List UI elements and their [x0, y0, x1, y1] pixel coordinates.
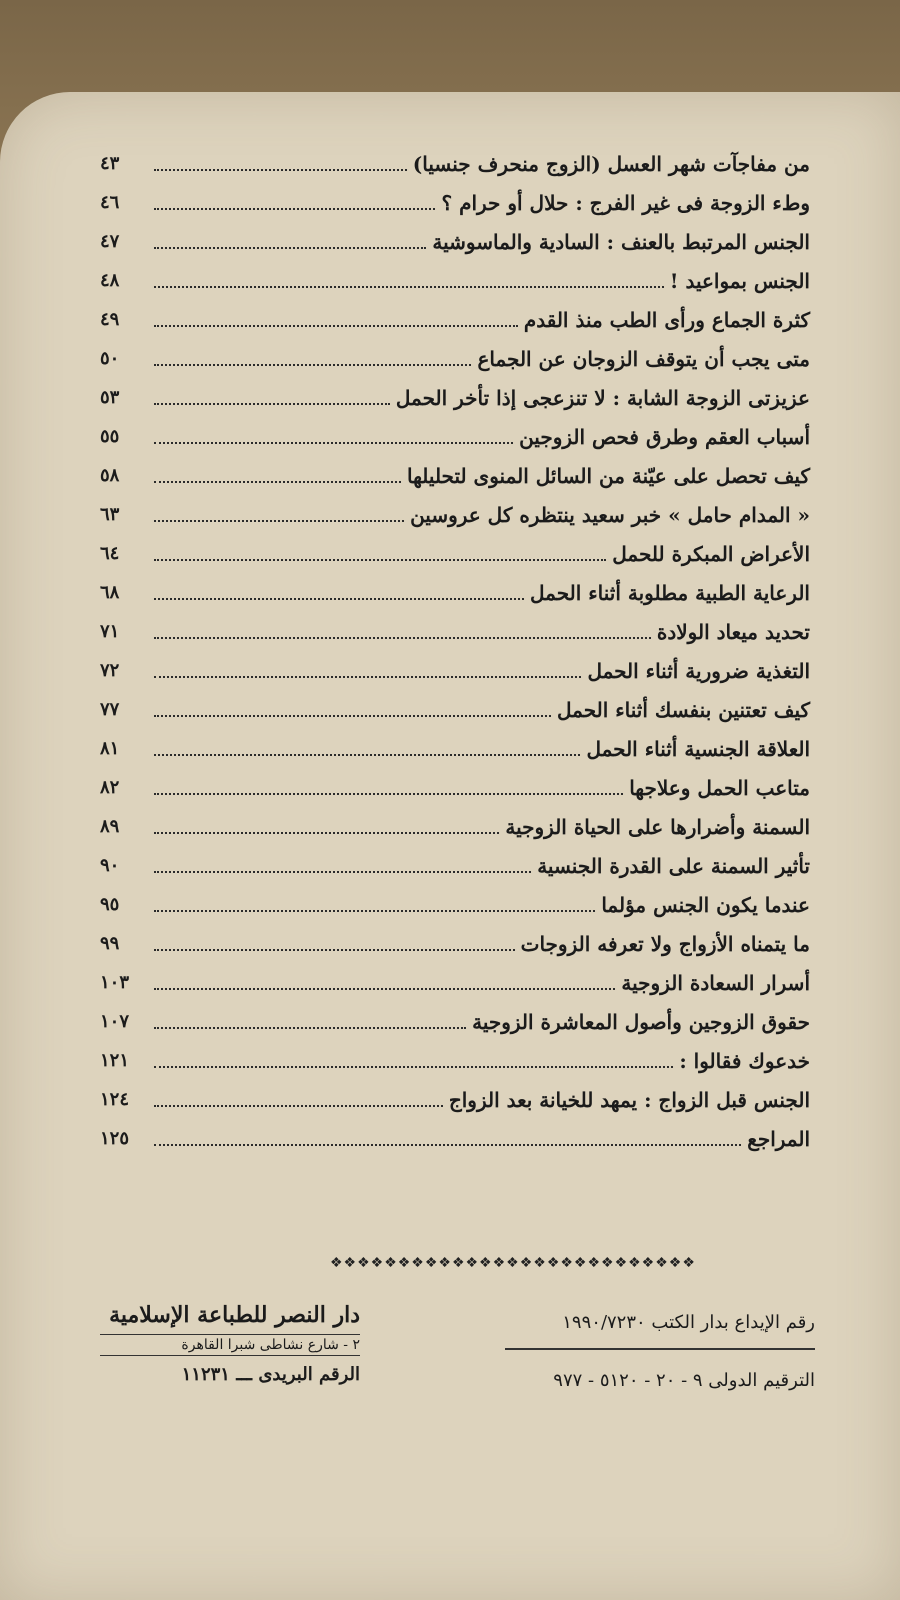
- dot-leader: [154, 1026, 466, 1029]
- toc-entry-page: ٩٠: [100, 855, 120, 876]
- dot-leader: [154, 948, 515, 951]
- dot-leader: [154, 441, 513, 444]
- dot-leader: [154, 987, 615, 990]
- toc-entry-title: متى يجب أن يتوقف الزوجان عن الجماع: [477, 347, 810, 371]
- dot-leader: [154, 675, 581, 678]
- toc-entry: [100, 491, 810, 530]
- toc-entry: [100, 1076, 810, 1115]
- dot-leader: [154, 1104, 443, 1107]
- toc-entry: [100, 725, 810, 764]
- dot-leader: [154, 480, 401, 483]
- dot-leader: [154, 870, 531, 873]
- table-of-contents: [100, 140, 810, 1154]
- toc-entry-title: « المدام حامل » خبر سعيد ينتظره كل عروسين: [410, 503, 810, 527]
- toc-entry-title: كثرة الجماع ورأى الطب منذ القدم: [523, 308, 810, 332]
- toc-entry-page: ٦٤: [100, 543, 120, 564]
- toc-entry-page: ٧٧: [100, 699, 120, 720]
- dot-leader: [154, 285, 664, 288]
- dot-leader: [154, 519, 404, 522]
- toc-entry: [100, 881, 810, 920]
- toc-entry: [100, 1037, 810, 1076]
- dot-leader: [154, 246, 426, 249]
- dot-leader: [154, 792, 623, 795]
- dot-leader: [154, 324, 518, 327]
- toc-entry: [100, 569, 810, 608]
- toc-entry-page: ٩٩: [100, 933, 120, 954]
- toc-entry-title: أسباب العقم وطرق فحص الزوجين: [519, 425, 810, 449]
- toc-entry: [100, 686, 810, 725]
- toc-entry-page: ١٢١: [100, 1050, 130, 1071]
- toc-entry-page: ٨٢: [100, 777, 120, 798]
- toc-entry: [100, 959, 810, 998]
- toc-entry-title: حقوق الزوجين وأصول المعاشرة الزوجية: [472, 1010, 810, 1034]
- toc-entry: [100, 218, 810, 257]
- toc-entry-title: خدعوك فقالوا :: [679, 1049, 810, 1073]
- dot-leader: [154, 402, 390, 405]
- toc-entry: [100, 608, 810, 647]
- toc-entry-page: ٦٨: [100, 582, 120, 603]
- toc-entry-page: ٧٢: [100, 660, 120, 681]
- toc-entry: [100, 335, 810, 374]
- toc-entry-title: الأعراض المبكرة للحمل: [612, 542, 810, 566]
- toc-entry-page: ٥٥: [100, 426, 120, 447]
- toc-entry: [100, 764, 810, 803]
- toc-entry-title: السمنة وأضرارها على الحياة الزوجية: [505, 815, 810, 839]
- toc-entry-title: كيف تحصل على عيّنة من السائل المنوى لتحليلها: [406, 464, 810, 488]
- toc-entry-page: ٤٦: [100, 192, 120, 213]
- toc-entry-title: عزيزتى الزوجة الشابة : لا تنزعجى إذا تأخر الحمل: [395, 386, 810, 410]
- toc-entry: [100, 530, 810, 569]
- dot-leader: [154, 597, 524, 600]
- dot-leader: [154, 636, 651, 639]
- toc-entry-title: المراجع: [747, 1127, 810, 1151]
- publisher-name: دار النصر للطباعة الإسلامية: [109, 1302, 360, 1328]
- dot-leader: [154, 168, 407, 171]
- toc-entry: [100, 374, 810, 413]
- toc-entry-page: ٤٨: [100, 270, 120, 291]
- toc-entry-title: الرعاية الطبية مطلوبة أثناء الحمل: [530, 581, 810, 605]
- toc-entry-title: ما يتمناه الأزواج ولا تعرفه الزوجات: [520, 932, 810, 956]
- toc-entry-title: تأثير السمنة على القدرة الجنسية: [537, 854, 810, 878]
- toc-entry: [100, 1115, 810, 1154]
- toc-entry-title: عندما يكون الجنس مؤلما: [601, 893, 810, 917]
- dot-leader: [154, 831, 499, 834]
- toc-entry: [100, 920, 810, 959]
- toc-entry-page: ٧١: [100, 621, 120, 642]
- toc-entry-page: ٤٧: [100, 231, 120, 252]
- toc-entry-title: العلاقة الجنسية أثناء الحمل: [586, 737, 810, 761]
- dot-leader: [154, 1065, 673, 1068]
- toc-entry: [100, 647, 810, 686]
- toc-entry-page: ٥٣: [100, 387, 120, 408]
- isbn-number: الترقيم الدولى ٩ - ٢٠ - ٥١٢٠ - ٩٧٧: [553, 1370, 815, 1391]
- toc-entry-title: الجنس المرتبط بالعنف : السادية والماسوشية: [432, 230, 810, 254]
- toc-entry-page: ٤٩: [100, 309, 120, 330]
- ornament-separator: ❖❖❖❖❖❖❖❖❖❖❖❖❖❖❖❖❖❖❖❖❖❖❖❖❖❖❖: [330, 1255, 696, 1271]
- toc-entry: [100, 803, 810, 842]
- dot-leader: [154, 207, 435, 210]
- toc-entry: [100, 842, 810, 881]
- toc-entry-title: التغذية ضرورية أثناء الحمل: [587, 659, 810, 683]
- toc-entry: [100, 413, 810, 452]
- dot-leader: [154, 1143, 741, 1146]
- toc-entry-page: ٤٣: [100, 153, 120, 174]
- toc-entry-title: كيف تعتنين بنفسك أثناء الحمل: [557, 698, 810, 722]
- dot-leader: [154, 558, 606, 561]
- toc-entry-title: متاعب الحمل وعلاجها: [629, 776, 810, 800]
- toc-entry-page: ٨١: [100, 738, 120, 759]
- toc-entry-page: ٦٣: [100, 504, 120, 525]
- dot-leader: [154, 909, 595, 912]
- toc-entry-page: ٥٠: [100, 348, 120, 369]
- publisher-address: ٢ - شارع نشاطى شبرا القاهرة: [100, 1334, 360, 1356]
- dot-leader: [154, 363, 471, 366]
- toc-entry-title: وطء الزوجة فى غير الفرج : حلال أو حرام ؟: [441, 191, 810, 215]
- toc-entry-page: ٩٥: [100, 894, 120, 915]
- toc-entry-title: من مفاجآت شهر العسل (الزوج منحرف جنسيا): [412, 152, 810, 176]
- toc-entry-title: الجنس قبل الزواج : يمهد للخيانة بعد الزواج: [448, 1088, 810, 1112]
- toc-entry: [100, 179, 810, 218]
- postal-code: الرقم البريدى ـــ ١١٢٣١: [181, 1364, 360, 1385]
- toc-entry: [100, 998, 810, 1037]
- toc-entry-page: ١٢٤: [100, 1089, 130, 1110]
- toc-entry: [100, 257, 810, 296]
- toc-entry-title: تحديد ميعاد الولادة: [656, 620, 810, 644]
- publisher-block: [100, 1300, 360, 1390]
- deposit-number: رقم الإيداع بدار الكتب ١٩٩٠/٧٢٣٠: [505, 1308, 815, 1350]
- toc-entry-title: الجنس بمواعيد !: [669, 269, 810, 293]
- toc-entry-page: ٨٩: [100, 816, 120, 837]
- dot-leader: [154, 753, 580, 756]
- toc-entry-page: ١٠٣: [100, 972, 130, 993]
- toc-entry-title: أسرار السعادة الزوجية: [621, 971, 810, 995]
- registration-block: [505, 1308, 815, 1396]
- toc-entry-page: ٥٨: [100, 465, 120, 486]
- toc-entry: [100, 452, 810, 491]
- toc-entry: [100, 140, 810, 179]
- toc-entry: [100, 296, 810, 335]
- toc-entry-page: ١٠٧: [100, 1011, 130, 1032]
- toc-entry-page: ١٢٥: [100, 1128, 130, 1149]
- dot-leader: [154, 714, 551, 717]
